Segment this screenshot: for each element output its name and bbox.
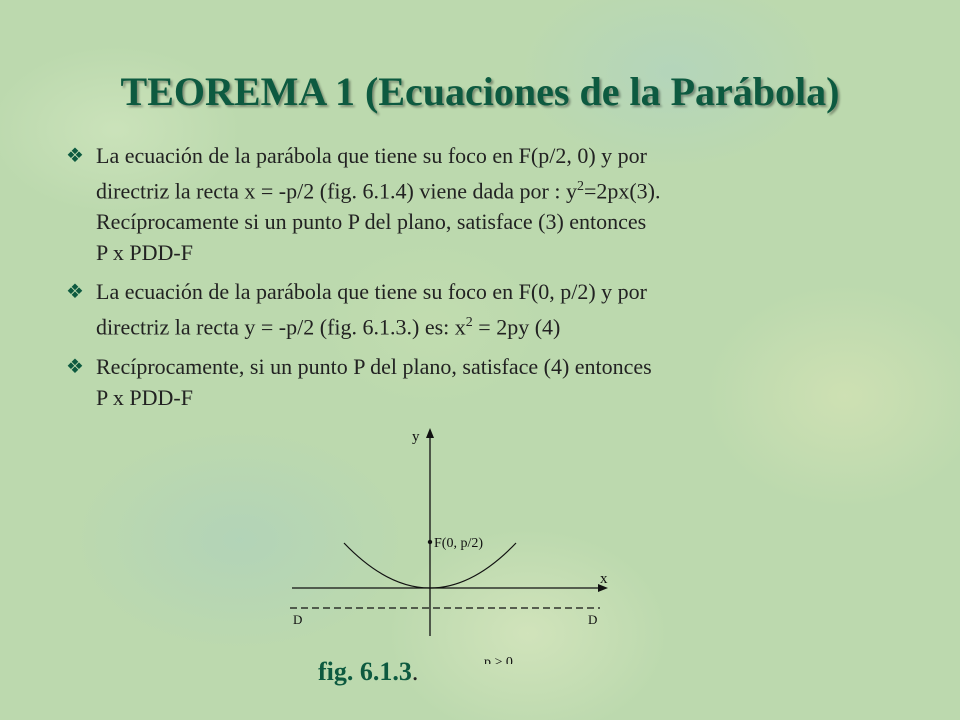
bullet-2-line-1: La ecuación de la parábola que tiene su foco en F(0, p/2) y por	[96, 279, 648, 305]
bullet-2-line-2-end: = 2py (4)	[472, 314, 561, 340]
figure-caption-text: fig. 6.1.3	[318, 657, 412, 686]
bullet-1-line-1: La ecuación de la parábola que tiene su foco en F(p/2, 0) y por	[96, 143, 648, 168]
bullet-1-line-2-end: =2px(3).	[583, 178, 661, 204]
bullet-1-line-2-text: directriz la recta x = -p/2 (fig. 6.1.4) viene dada por : y	[96, 178, 577, 204]
x-axis-label: x	[600, 571, 608, 587]
focus-label: F(0, p/2)	[434, 536, 483, 551]
bullet-3-line-2: P x PDD-F	[96, 384, 193, 410]
parabola-figure	[284, 424, 624, 669]
y-axis-label: y	[412, 429, 420, 445]
bullet-2-line-2-text: directriz la recta y = -p/2 (fig. 6.1.3.) es: x	[96, 314, 466, 340]
bullet-1-line-4: P x PDD-F	[96, 240, 193, 266]
focus-point	[428, 540, 432, 544]
bullet-item-3	[66, 351, 806, 413]
directrix-left-label: D	[293, 612, 303, 627]
slide-title: TEOREMA 1 (Ecuaciones de la Parábola)	[120, 69, 840, 114]
bullet-2-line-2	[96, 307, 806, 342]
figure-caption-dot: .	[411, 657, 419, 686]
four-petal-bullet-icon: ❖	[66, 279, 84, 304]
figure-caption	[318, 657, 418, 687]
bullet-item-2	[66, 276, 806, 342]
four-petal-bullet-icon: ❖	[66, 353, 84, 378]
superscript: 2	[576, 179, 584, 194]
condition-label: p > 0	[484, 655, 513, 664]
bullet-item-1	[66, 140, 806, 268]
bullet-list	[66, 140, 806, 421]
bullet-3-line-1: Recíprocamente, si un punto P del plano, satisface (4) entonces	[96, 353, 652, 379]
four-petal-bullet-icon: ❖	[66, 143, 84, 167]
bullet-1-line-2	[96, 171, 806, 206]
parabola-diagram	[284, 424, 624, 664]
bullet-1-line-3: Recíprocamente si un punto P del plano, satisface (3) entonces	[96, 209, 647, 235]
superscript: 2	[465, 315, 473, 331]
directrix-right-label: D	[588, 612, 598, 627]
y-axis-arrow-icon	[426, 428, 434, 438]
